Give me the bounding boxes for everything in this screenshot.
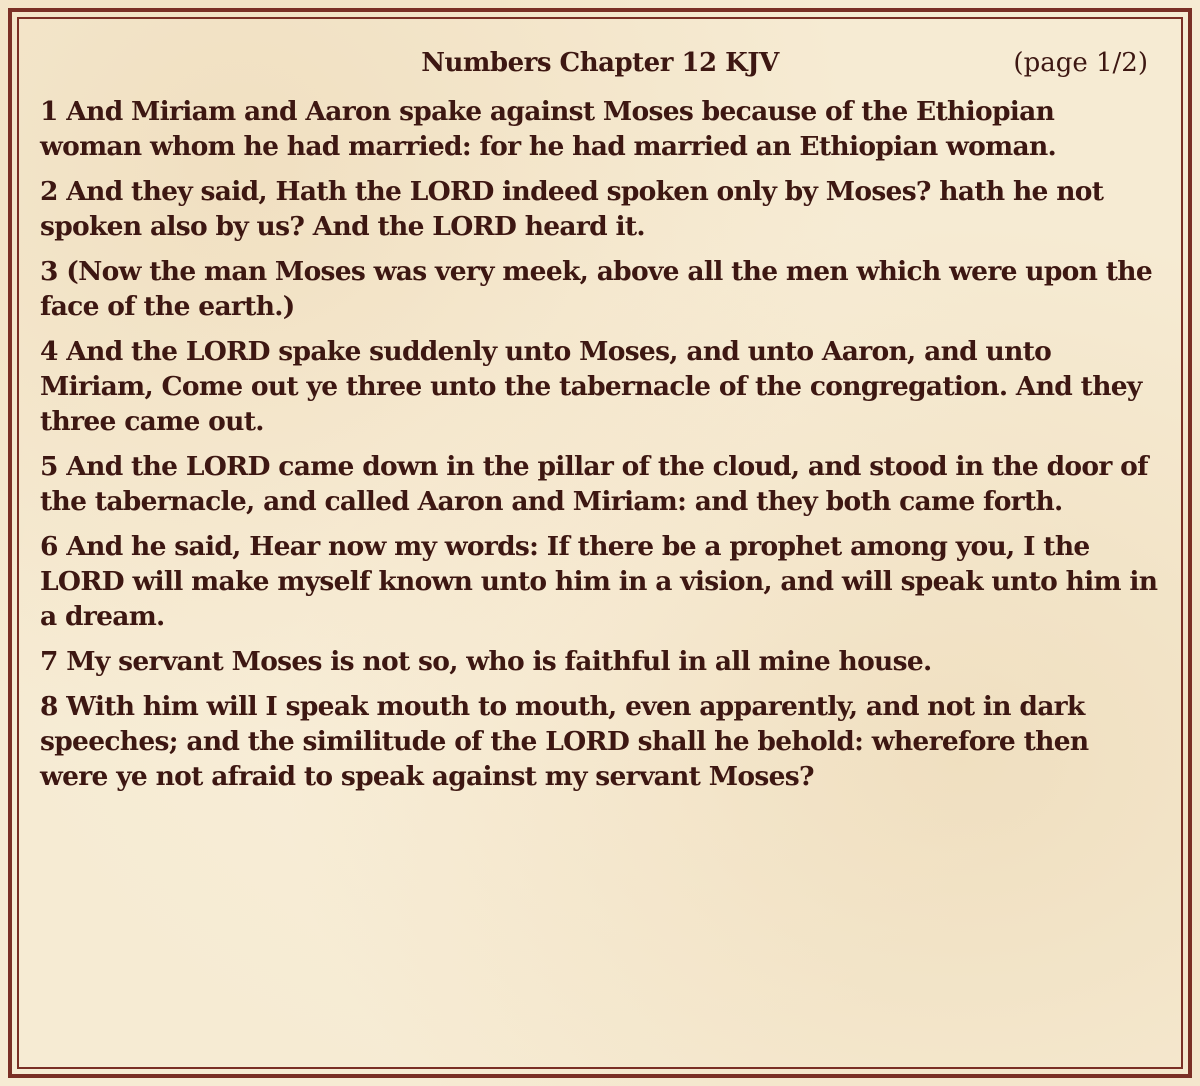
verse-6: 6 And he said, Hear now my words: If there be a prophet among you, I the LORD will make myself known unto him in a vision, and will speak unto him in a dream.: [40, 531, 1158, 632]
verse-3: 3 (Now the man Moses was very meek, above all the men which were upon the face of the earth.): [40, 256, 1153, 322]
page-header: [40, 48, 1160, 94]
verse-7: 7 My servant Moses is not so, who is faithful in all mine house.: [40, 646, 932, 677]
chapter-title: Numbers Chapter 12 KJV: [421, 48, 779, 78]
verse-4: 4 And the LORD spake suddenly unto Moses, and unto Aaron, and unto Miriam, Come out ye three unto the tabernacle of the congregation. And they three came out.: [40, 336, 1142, 437]
verse-2: 2 And they said, Hath the LORD indeed spoken only by Moses? hath he not spoken also by us? And the LORD heard it.: [40, 176, 1104, 242]
page-content: [40, 48, 1160, 804]
page-indicator: (page 1/2): [1013, 48, 1148, 78]
verse-1: 1 And Miriam and Aaron spake against Moses because of the Ethiopian woman whom he had married: for he had married an Ethiopian woman.: [40, 96, 1057, 162]
verse-5: 5 And the LORD came down in the pillar of the cloud, and stood in the door of the tabernacle, and called Aaron and Miriam: and they both came forth.: [40, 451, 1148, 517]
verse-8: 8 With him will I speak mouth to mouth, even apparently, and not in dark speeches; and the similitude of the LORD shall he behold: wherefore then were ye not afraid to speak against my servant Moses?: [40, 691, 1089, 792]
